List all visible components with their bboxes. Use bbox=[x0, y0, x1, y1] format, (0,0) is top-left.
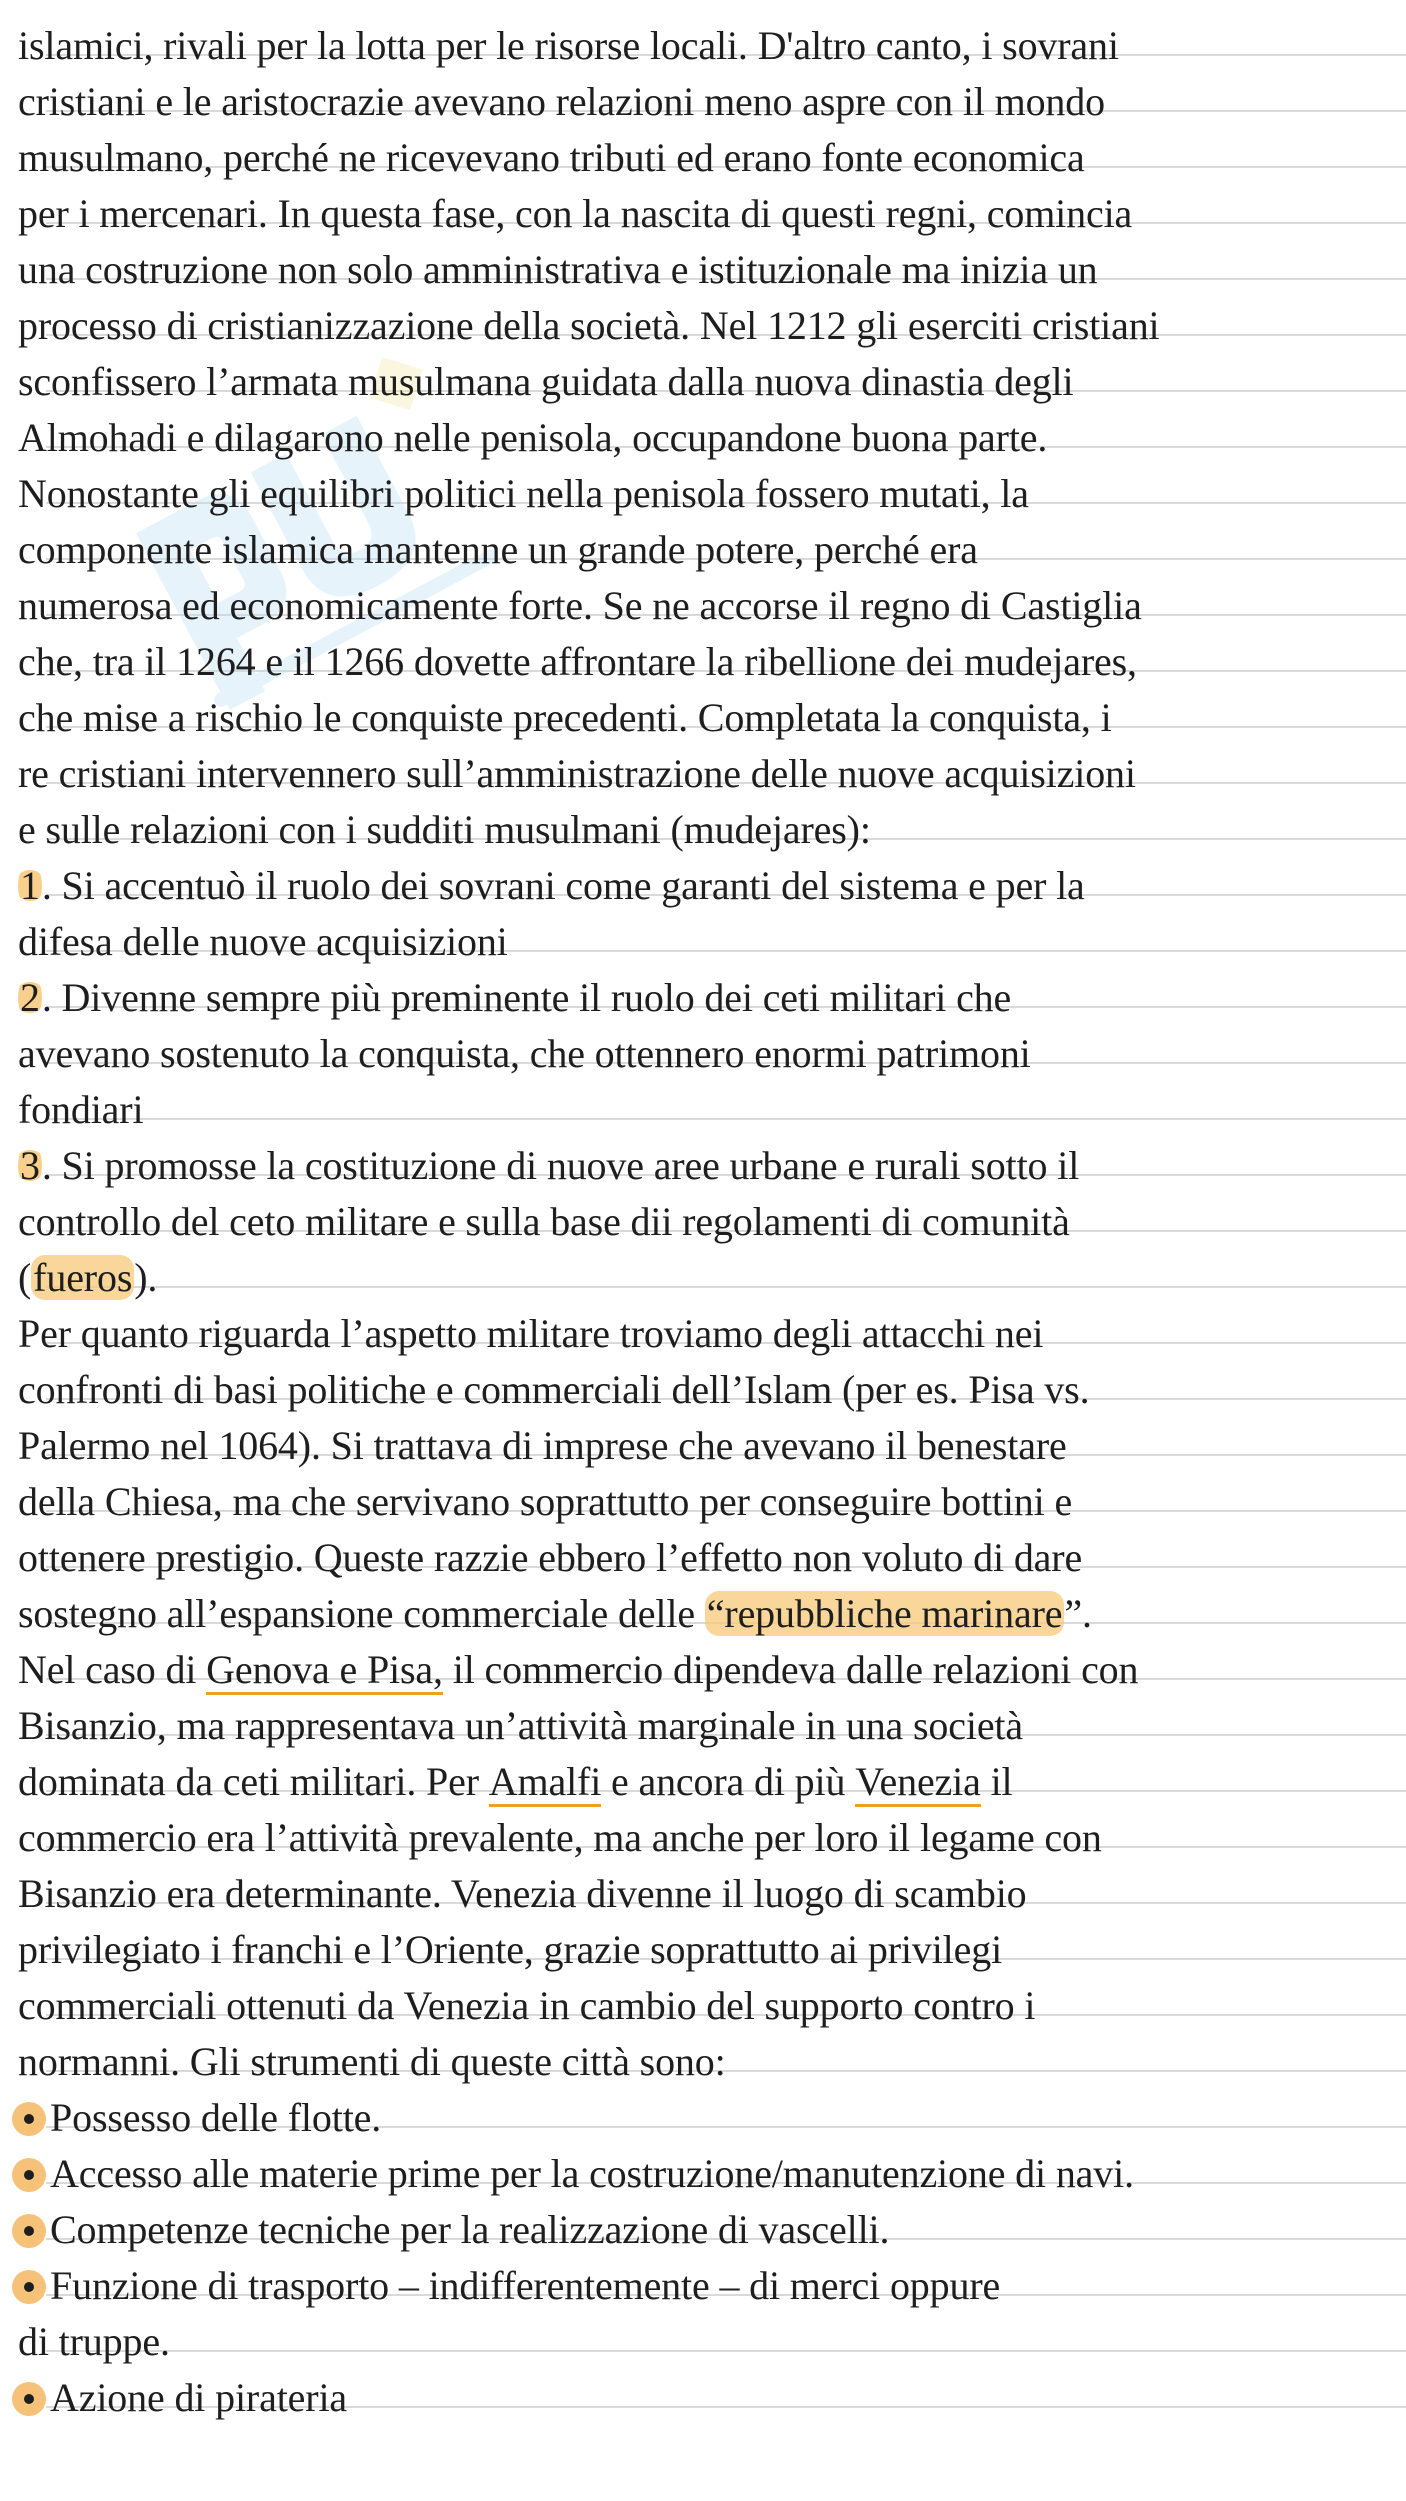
text-line: fondiari bbox=[18, 1087, 144, 1132]
bullet-item bbox=[18, 2258, 1406, 2314]
text-line: Almohadi e dilagarono nelle penisola, occupandone buona parte. bbox=[18, 415, 1048, 460]
text-line: processo di cristianizzazione della società. Nel 1212 gli eserciti cristiani bbox=[18, 303, 1160, 348]
text-line: sconfissero l’armata musulmana guidata dalla nuova dinastia degli bbox=[18, 359, 1074, 404]
text-line: commerciali ottenuti da Venezia in cambio del supporto contro i bbox=[18, 1983, 1036, 2028]
text-line: numerosa ed economicamente forte. Se ne accorse il regno di Castiglia bbox=[18, 583, 1142, 628]
bullet-text: Competenze tecniche per la realizzazione di vascelli. bbox=[50, 2207, 890, 2252]
bullet-item bbox=[18, 2202, 1406, 2258]
text-line: re cristiani intervennero sull’amministrazione delle nuove acquisizioni bbox=[18, 751, 1136, 796]
highlight-fueros: fueros bbox=[33, 1255, 133, 1300]
text-line bbox=[18, 1754, 1406, 1810]
text-line bbox=[18, 1250, 1406, 1306]
document-text bbox=[18, 18, 1406, 2426]
underline-amalfi: Amalfi bbox=[489, 1760, 601, 1807]
text-line: di truppe. bbox=[18, 2319, 170, 2364]
bullet-item bbox=[18, 2090, 1406, 2146]
text-line bbox=[18, 1642, 1406, 1698]
text-line: islamici, rivali per la lotta per le risorse locali. D'altro canto, i sovrani bbox=[18, 23, 1119, 68]
underline-venezia: Venezia bbox=[855, 1760, 981, 1807]
text-segment: sostegno all’espansione commerciale delle bbox=[18, 1591, 705, 1636]
highlight-repubbliche-marinare: “repubbliche marinare bbox=[706, 1591, 1063, 1636]
text-line: ottenere prestigio. Queste razzie ebbero l’effetto non voluto di dare bbox=[18, 1535, 1083, 1580]
text-segment: Nel caso di bbox=[18, 1647, 207, 1692]
list-number: 2 bbox=[20, 975, 40, 1020]
text-line: privilegiato i franchi e l’Oriente, grazie soprattutto ai privilegi bbox=[18, 1927, 1003, 1972]
text-line: avevano sostenuto la conquista, che ottennero enormi patrimoni bbox=[18, 1031, 1031, 1076]
text-segment: il commercio dipendeva dalle relazioni con bbox=[442, 1647, 1139, 1692]
text-line: difesa delle nuove acquisizioni bbox=[18, 919, 508, 964]
text-line: componente islamica mantenne un grande potere, perché era bbox=[18, 527, 978, 572]
list-item-1 bbox=[18, 858, 1406, 914]
text-line: Bisanzio, ma rappresentava un’attività marginale in una società bbox=[18, 1703, 1024, 1748]
bullet-icon bbox=[12, 2214, 46, 2248]
text-segment: il bbox=[980, 1759, 1013, 1804]
underline-genova-pisa: Genova e Pisa, bbox=[206, 1648, 443, 1695]
text-line: e sulle relazioni con i sudditi musulmani (mudejares): bbox=[18, 807, 871, 852]
list-item-2 bbox=[18, 970, 1406, 1026]
paren-close: ). bbox=[134, 1255, 158, 1300]
list-item-text: . Si accentuò il ruolo dei sovrani come garanti del sistema e per la bbox=[41, 863, 1085, 908]
paren-open: ( bbox=[18, 1255, 32, 1300]
list-item-3 bbox=[18, 1138, 1406, 1194]
text-line: commercio era l’attività prevalente, ma anche per loro il legame con bbox=[18, 1815, 1102, 1860]
text-line: una costruzione non solo amministrativa e istituzionale ma inizia un bbox=[18, 247, 1098, 292]
text-segment: e ancora di più bbox=[601, 1759, 856, 1804]
text-line: musulmano, perché ne ricevevano tributi ed erano fonte economica bbox=[18, 135, 1085, 180]
bullet-icon bbox=[12, 2382, 46, 2416]
list-item-text: . Si promosse la costituzione di nuove aree urbane e rurali sotto il bbox=[41, 1143, 1080, 1188]
text-line: Per quanto riguarda l’aspetto militare troviamo degli attacchi nei bbox=[18, 1311, 1044, 1356]
bullet-text: Azione di pirateria bbox=[50, 2375, 348, 2420]
bullet-item bbox=[18, 2146, 1406, 2202]
text-line: che, tra il 1264 e il 1266 dovette affrontare la ribellione dei mudejares, bbox=[18, 639, 1137, 684]
text-line: confronti di basi politiche e commerciali dell’Islam (per es. Pisa vs. bbox=[18, 1367, 1090, 1412]
text-segment: dominata da ceti militari. Per bbox=[18, 1759, 489, 1804]
text-segment: ”. bbox=[1064, 1591, 1092, 1636]
text-line bbox=[18, 1586, 1406, 1642]
list-item-text: . Divenne sempre più preminente il ruolo dei ceti militari che bbox=[41, 975, 1012, 1020]
bullet-text: Accesso alle materie prime per la costruzione/manutenzione di navi. bbox=[50, 2151, 1134, 2196]
bullet-text: Possesso delle flotte. bbox=[50, 2095, 382, 2140]
text-line: Bisanzio era determinante. Venezia divenne il luogo di scambio bbox=[18, 1871, 1027, 1916]
bullet-icon bbox=[12, 2270, 46, 2304]
list-number: 1 bbox=[20, 863, 40, 908]
text-line: Palermo nel 1064). Si trattava di imprese che avevano il benestare bbox=[18, 1423, 1067, 1468]
text-line: della Chiesa, ma che servivano soprattutto per conseguire bottini e bbox=[18, 1479, 1073, 1524]
bullet-text: Funzione di trasporto – indifferentemente – di merci oppure bbox=[50, 2263, 1001, 2308]
text-line: cristiani e le aristocrazie avevano relazioni meno aspre con il mondo bbox=[18, 79, 1105, 124]
text-line: controllo del ceto militare e sulla base dii regolamenti di comunità bbox=[18, 1199, 1070, 1244]
text-line: Nonostante gli equilibri politici nella penisola fossero mutati, la bbox=[18, 471, 1029, 516]
text-line: normanni. Gli strumenti di queste città sono: bbox=[18, 2039, 726, 2084]
list-number: 3 bbox=[20, 1143, 40, 1188]
text-line: per i mercenari. In questa fase, con la nascita di questi regni, comincia bbox=[18, 191, 1133, 236]
bullet-item bbox=[18, 2370, 1406, 2426]
bullet-icon bbox=[12, 2102, 46, 2136]
bullet-icon bbox=[12, 2158, 46, 2192]
text-line: che mise a rischio le conquiste precedenti. Completata la conquista, i bbox=[18, 695, 1112, 740]
